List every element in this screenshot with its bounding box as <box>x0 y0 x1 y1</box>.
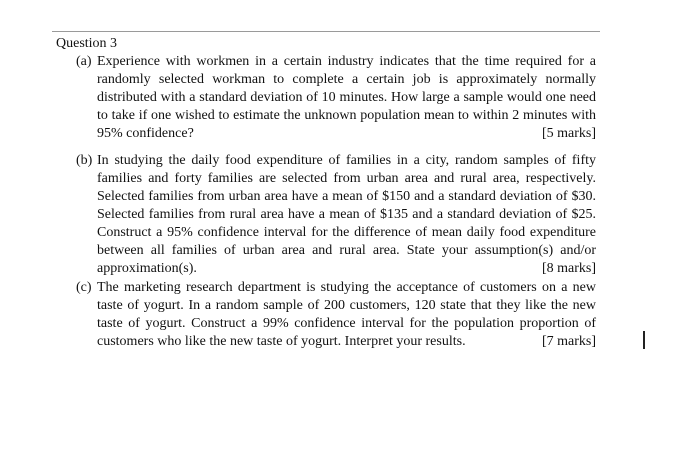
part-b-line: Selected families from urban area have a mean of $150 and a standard deviation of $30. <box>97 189 596 204</box>
part-c-line: taste of yogurt. Construct a 99% confidence interval for the population proportion of <box>97 316 596 331</box>
part-c-last-line <box>97 333 596 351</box>
part-b-line: Construct a 95% confidence interval for the difference of mean daily food expenditure <box>97 225 596 240</box>
part-b-line: between all families of urban area and rural area. State your assumption(s) and/or <box>97 243 596 258</box>
part-a-text <box>97 53 596 143</box>
question-part-b <box>76 152 596 278</box>
part-b-label: (b) <box>76 153 93 168</box>
part-a-marks: [5 marks] <box>541 126 596 141</box>
top-divider <box>52 31 600 32</box>
part-a-label: (a) <box>76 54 92 69</box>
question-part-a <box>76 53 596 143</box>
part-c-label: (c) <box>76 280 92 295</box>
part-b-text <box>97 152 596 278</box>
part-b-line: Selected families from rural area have a mean of $135 and a standard deviation of $25. <box>97 207 596 222</box>
part-a-line: to take if one wished to estimate the unknown population mean to within 2 minutes with <box>97 108 596 123</box>
part-b-last-line <box>97 260 596 278</box>
part-a-last-line <box>97 125 596 143</box>
part-a-line: 95% confidence? <box>97 126 194 141</box>
part-c-marks: [7 marks] <box>541 334 596 349</box>
part-c-line: taste of yogurt. In a random sample of 200 customers, 120 state that they like the new <box>97 298 596 313</box>
part-a-line: distributed with a standard deviation of 10 minutes. How large a sample would one need <box>97 90 596 105</box>
part-c-line: customers who like the new taste of yogurt. Interpret your results. <box>97 334 466 349</box>
part-a-line: randomly selected workman to complete a certain job is approximately normally <box>97 72 596 87</box>
part-c-text <box>97 279 596 351</box>
text-cursor <box>643 331 645 349</box>
part-c-line: The marketing research department is studying the acceptance of customers on a new <box>97 280 596 295</box>
part-b-line: In studying the daily food expenditure of families in a city, random samples of fifty <box>97 153 596 168</box>
part-b-line: families and forty families are selected from urban area and rural area, respectively. <box>97 171 596 186</box>
question-part-c <box>76 279 596 351</box>
question-title: Question 3 <box>56 36 118 51</box>
part-a-line: Experience with workmen in a certain industry indicates that the time required for a <box>97 54 596 69</box>
part-b-line: approximation(s). <box>97 261 197 276</box>
part-b-marks: [8 marks] <box>541 261 596 276</box>
